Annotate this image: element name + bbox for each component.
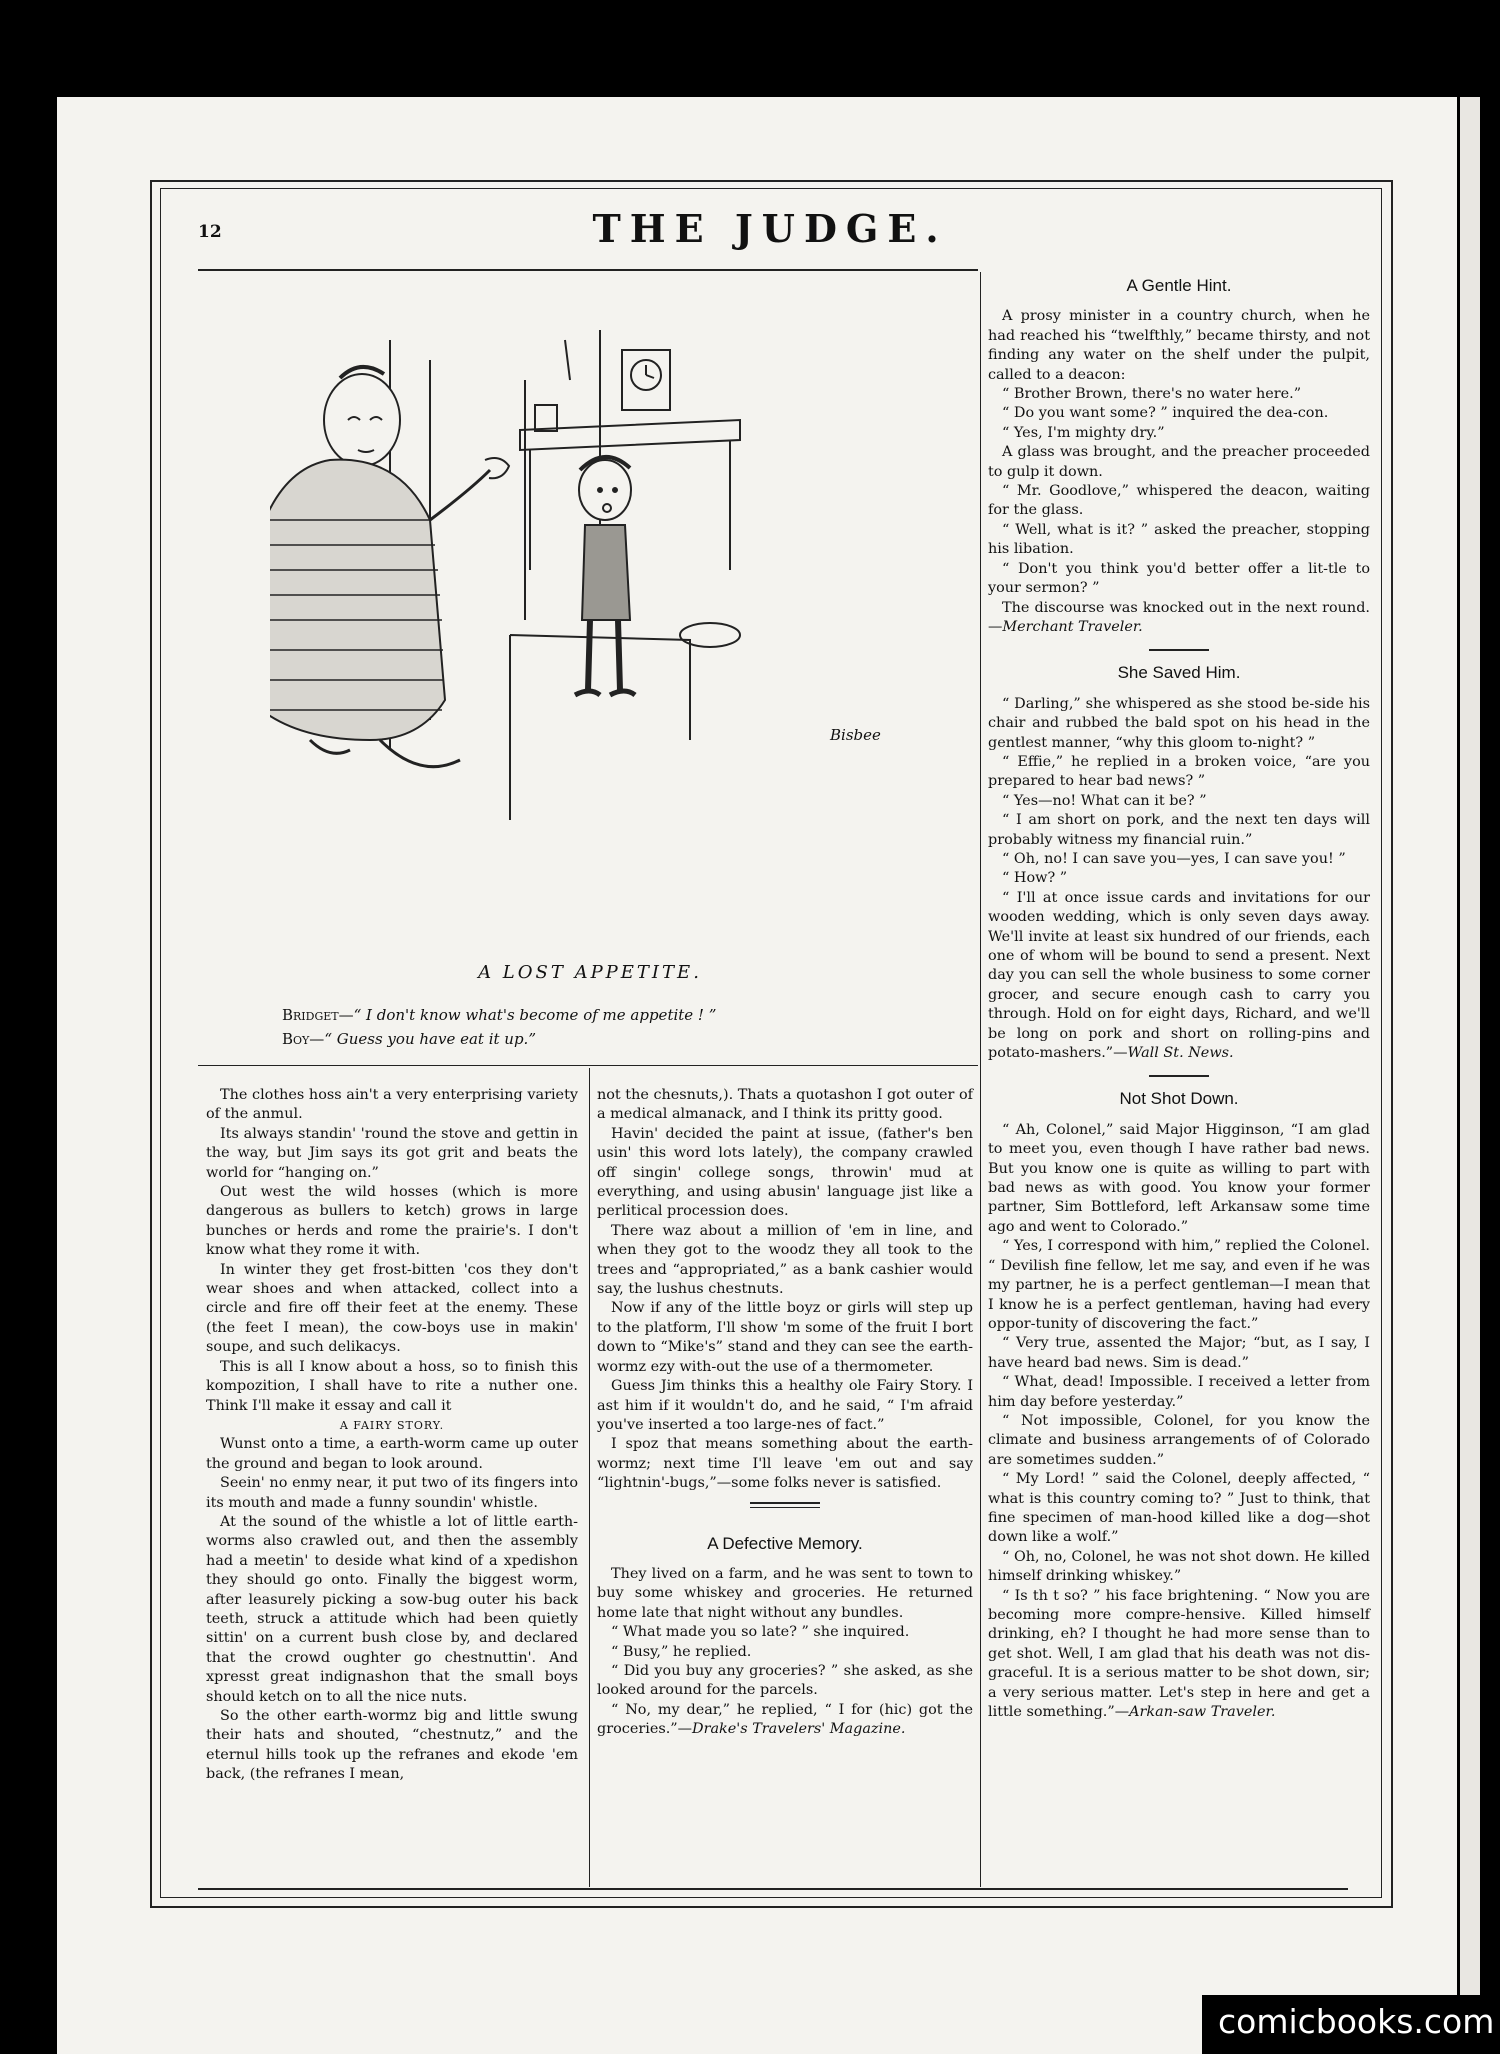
paragraph: “ Yes, I'm mighty dry.” (1002, 424, 1165, 441)
paragraph: “ Did you buy any groceries? ” she asked, as she looked around for the parcels. (597, 1662, 973, 1699)
paragraph: The clothes hoss ain't a very enterprising variety of the anmul. (206, 1087, 578, 1123)
paragraph: In winter they get frost-bitten 'cos they don't wear shoes and when attacked, collect into a circle and fire off their feet at the enemy. These (the feet I mean), the cow-boys use in makin' soupe, and such delikacys. (206, 1261, 578, 1356)
watermark-text[interactable]: comicbooks.com (1218, 2002, 1495, 2041)
paragraph: “ How? ” (1002, 870, 1068, 887)
caption-speaker-bridget: Bridget— (282, 1006, 354, 1024)
left-column (206, 1086, 578, 1785)
cartoon-signature: Bisbee (830, 726, 881, 744)
paragraph-text: “ Is th t so? ” his face brightening. “ Now you are becoming more compre-hensive. Killed himself drinking, eh? I thought he had more sense than to get shot. Well, I am glad that his death was not dis-graceful. It is a serious matter to be shot down, sir; a very serious matter. Let's step in here and get a little something.”— (988, 1587, 1370, 1721)
paragraph: “ Busy,” he replied. (611, 1643, 752, 1660)
cartoon-caption-title: A LOST APPETITE. (478, 962, 702, 983)
boy-feet (575, 691, 635, 695)
boy-body (582, 525, 630, 620)
paragraph: “ Well, what is it? ” asked the preacher, stopping his libation. (988, 521, 1370, 558)
source-credit: Drake's Travelers' Magazine. (692, 1721, 906, 1738)
paragraph: This is all I know about a hoss, so to finish this kompozition, I shall have to rite a nuther one. Think I'll make it essay and call it (206, 1358, 578, 1414)
paragraph: “ Yes—no! What can it be? ” (1002, 792, 1207, 809)
woman-feet (310, 740, 460, 767)
paragraph-text: The discourse was knocked out in the next round.— (988, 599, 1370, 635)
defective-memory-heading: A Defective Memory. (707, 1533, 863, 1553)
paragraph: Now if any of the little boyz or girls will step up to the platform, I'll show 'm some of the fruit I bort down to “Mike's” stand and they can see the earth-wormz ezy with-out the use of a thermometer. (597, 1300, 973, 1375)
section-divider (1149, 649, 1209, 651)
source-credit: Wall St. News. (1127, 1045, 1234, 1062)
gentle-hint-heading: A Gentle Hint. (1126, 276, 1232, 295)
paragraph: Guess Jim thinks this a healthy ole Fairy Story. I ast him if it wouldn't do, and he said, “ I'm afraid you've inserted a too large-nes of fact.” (597, 1378, 973, 1433)
paragraph: “ My Lord! ” said the Colonel, deeply affected, “ what is this country coming to? ” Just to think, that fine specimen of man-hood killed like a dog—shot down like a wolf.” (988, 1471, 1370, 1546)
paragraph: There waz about a million of 'em in line, and when they got to the woodz they all took to the trees and “appropriated,” as a bank cashier would say, the lushus chestnuts. (597, 1222, 973, 1298)
mantel-shelf (520, 420, 740, 450)
woman-hand (485, 458, 509, 478)
adjacent-page-edge (1460, 97, 1480, 2054)
right-column (988, 274, 1370, 1722)
column-rule-right (980, 272, 981, 1887)
section-divider (750, 1502, 820, 1508)
paragraph: “ Ah, Colonel,” said Major Higginson, “I am glad to meet you, even though I have rather bad news. But you know one is quite as willing to part with bad news as with good. You know your former partner, Sim Bottleford, left Arkansaw some time ago and went to Colorado.” (988, 1121, 1370, 1235)
paragraph: “ Oh, no, Colonel, he was not shot down. He killed himself drinking whiskey.” (988, 1548, 1370, 1585)
paragraph: “ Not impossible, Colonel, for you know the climate and business arrangements of of Colorado are sometimes sudden.” (988, 1412, 1370, 1468)
paragraph: They lived on a farm, and he was sent to town to buy some whiskey and groceries. He returned home late that night without any bundles. (597, 1565, 973, 1621)
paragraph: Havin' decided the paint at issue, (father's ben usin' this word lots lately), the company crawled off singin' college songs, throwin' mud at everything, and using abusin' language jist like a perlitical procession does. (597, 1125, 973, 1220)
paragraph: A glass was brought, and the preacher proceeded to gulp it down. (988, 444, 1370, 480)
cartoon-caption-line-2 (282, 1030, 536, 1048)
source-credit: Arkan-saw Traveler. (1129, 1704, 1276, 1721)
paragraph: “ Effie,” he replied in a broken voice, “are you prepared to hear bad news? ” (988, 753, 1370, 790)
she-saved-him-heading: She Saved Him. (1117, 663, 1241, 683)
paragraph: Seein' no enmy near, it put two of its fingers into its mouth and made a funny soundin' whistle. (206, 1475, 578, 1511)
caption-quote-boy: “ Guess you have eat it up.” (324, 1030, 536, 1048)
cartoon-caption-line-1 (282, 1006, 716, 1024)
paragraph: “ What made you so late? ” she inquired. (611, 1624, 910, 1641)
paragraph (988, 599, 1370, 638)
woman-dress (270, 460, 445, 740)
cartoon-illustration (270, 320, 890, 920)
paragraph: “ Mr. Goodlove,” whispered the deacon, waiting for the glass. (988, 483, 1370, 519)
paragraph: “ I am short on pork, and the next ten days will probably witness my financial ruin.” (988, 812, 1370, 848)
bottom-rule (198, 1888, 1348, 1890)
caption-quote-bridget: “ I don't know what's become of me appetite ! ” (353, 1006, 717, 1024)
fairy-story-subhead: A FAIRY STORY. (339, 1418, 445, 1432)
paragraph: Wunst onto a time, a earth-worm came up outer the ground and began to look around. (206, 1436, 578, 1472)
mantel-jar (535, 405, 557, 431)
paragraph: So the other earth-wormz big and little swung their hats and shouted, “chestnutz,” and the eternul hills took up the refranes and ekode 'em back, (the refranes I mean, (206, 1708, 578, 1783)
paragraph (988, 889, 1370, 1064)
paragraph-text: “ No, my dear,” he replied, “ I for (hic) got the groceries.”— (597, 1701, 973, 1738)
paragraph-text: “ I'll at once issue cards and invitations for our wooden wedding, which is only seven days away. We'll invite at least six hundred of our friends, each one of whom will be bound to send a present. Next day you can sell the whole business to some corner grocer, and secure enough cash to carry you through. Hold on for eight days, Richard, and we'll be long on pork and short on rolling-pins and potato-mashers.”— (988, 889, 1370, 1062)
source-credit: Merchant Traveler. (1002, 618, 1143, 635)
middle-column (597, 1086, 973, 1740)
not-shot-down-heading: Not Shot Down. (1119, 1089, 1239, 1109)
paragraph: “ Brother Brown, there's no water here.” (1002, 386, 1302, 403)
caption-speaker-boy: Boy— (282, 1030, 325, 1048)
paragraph: “ Very true, assented the Major; “but, as I say, I have heard bad news. Sim is dead.” (988, 1335, 1370, 1371)
column-rule-middle (589, 1068, 590, 1887)
section-divider (1149, 1075, 1209, 1077)
page-number: 12 (198, 222, 222, 242)
paragraph: At the sound of the whistle a lot of little earth-worms also crawled out, and then the assembly had a meetin' to deside what kind of a xpedishon they should go onto. Finally the biggest worm, after leasurely picking a sow-bug outer his back teeth, struck a attitude which had been quietly sittin' on a current bush close by, and declared that the crowd oughter go chestnuttin'. And xpresst great indignashon that the small boys should ketch on to all the nice nuts. (206, 1513, 578, 1705)
paragraph: not the chesnuts,). Thats a quotashon I got outer of a medical almanack, and I think its pritty good. (597, 1087, 973, 1123)
paragraph: “ Darling,” she whispered as she stood be-side his chair and rubbed the bald spot on his head in the gentlest manner, “why this gloom to-night? ” (988, 695, 1370, 751)
table-cloth (510, 635, 690, 820)
paragraph: Out west the wild hosses (which is more dangerous as bullers to ketch) grows in large bunches or herds and rome the prairie's. I don't know what they rome it with. (206, 1184, 578, 1259)
paragraph (988, 1587, 1370, 1723)
dish-icon (680, 623, 740, 647)
masthead-rule (198, 269, 978, 271)
cartoon-bottom-rule (198, 1065, 978, 1066)
paragraph: “ Don't you think you'd better offer a lit-tle to your sermon? ” (988, 560, 1370, 597)
paragraph (597, 1701, 973, 1740)
paragraph: Its always standin' 'round the stove and gettin in the way, but Jim says its got grit and beats the world for “hanging on.” (206, 1125, 578, 1181)
paragraph: “ Yes, I correspond with him,” replied the Colonel. “ Devilish fine fellow, let me say, and even if he was my partner, he is a perfect gentleman—I mean that I know he is a perfect gentleman, having had every oppor-tunity of discovering the fact.” (988, 1238, 1370, 1332)
paragraph: “ What, dead! Impossible. I received a letter from him day before yesterday.” (988, 1374, 1370, 1410)
paragraph: “ Do you want some? ” inquired the dea-con. (1002, 405, 1329, 422)
paragraph: “ Oh, no! I can save you—yes, I can save you! ” (1002, 850, 1346, 867)
masthead-title: THE JUDGE. (592, 206, 948, 251)
paragraph: I spoz that means something about the earth-wormz; next time I'll leave 'em out and say “lightnin'-bugs,”—some folks never is satisfied. (597, 1436, 973, 1492)
paragraph: A prosy minister in a country church, when he had reached his “twelfthly,” became thirsty, and not finding any water on the shelf under the pulpit, called to a deacon: (988, 308, 1370, 383)
